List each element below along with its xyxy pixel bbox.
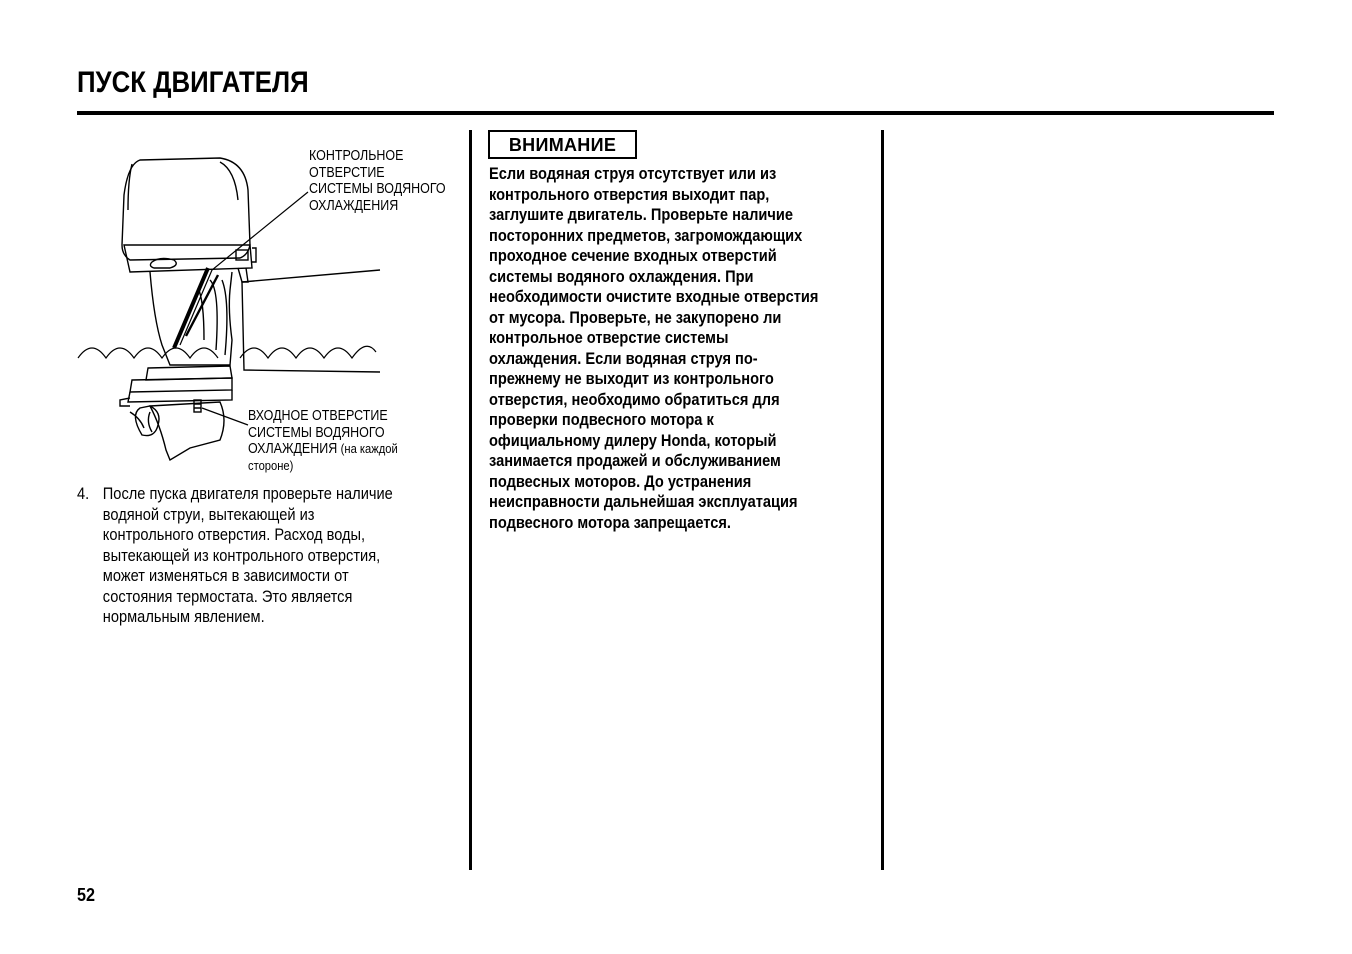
callout-intake-hole (248, 408, 398, 474)
boat-hull (242, 270, 380, 282)
notice-label: ВНИМАНИЕ (488, 130, 637, 159)
step-line: вытекающей из контрольного отверстия, (102, 545, 381, 565)
callout-note: (на каждой (340, 441, 398, 456)
callout-note: стороне) (248, 457, 294, 473)
step-text (103, 484, 456, 628)
notice-line: подвесного мотора запрещается. (489, 512, 731, 532)
step-line: нормальным явлением. (102, 607, 265, 626)
gearcase (150, 402, 224, 460)
notice-line: проверки подвесного мотора к (489, 410, 714, 429)
step-number: 4. (77, 484, 90, 503)
callout-line: КОНТРОЛЬНОЕ (309, 148, 404, 164)
notice-line: проходное сечение входных отверстий (489, 246, 777, 265)
notice-line: прежнему не выходит из контрольного (489, 369, 774, 388)
notice-line: Если водяная струя отсутствует или из (489, 164, 777, 183)
notice-line: неисправности дальнейшая эксплуатация (489, 492, 798, 511)
notice-line: охлаждения. Если водяная струя по- (489, 348, 758, 368)
notice-line: контрольного отверстия выходит пар, (489, 184, 770, 204)
column-divider-left (469, 130, 472, 870)
notice-line: занимается продажей и обслуживанием (489, 451, 781, 470)
callout-line: ВХОДНОЕ ОТВЕРСТИЕ (248, 408, 388, 424)
callout-line: СИСТЕМЫ ВОДЯНОГО (248, 424, 385, 441)
notice-line: контрольное отверстие системы (489, 328, 729, 347)
step-line: может изменяться в зависимости от (102, 566, 349, 585)
step-line: После пуска двигателя проверьте наличие (102, 484, 393, 503)
water-intake (194, 400, 201, 412)
notice-line: подвесных моторов. До устранения (489, 471, 752, 491)
notice-line: официальному дилеру Honda, который (489, 430, 777, 450)
notice-text (489, 164, 818, 533)
notice-line: от мусора. Проверьте, не закупорено ли (489, 307, 782, 327)
title-rule (77, 111, 1274, 115)
step-line: контрольного отверстия. Расход воды, (102, 525, 366, 544)
notice-line: отверстия, необходимо обратиться для (489, 389, 780, 409)
page-title: ПУСК ДВИГАТЕЛЯ (77, 66, 309, 99)
page-number: 52 (77, 885, 96, 905)
callout-line: ОХЛАЖДЕНИЯ (309, 197, 399, 214)
callout-line: СИСТЕМЫ ВОДЯНОГО (309, 181, 446, 197)
notice-line: заглушите двигатель. Проверьте наличие (489, 205, 793, 224)
water-surface (78, 346, 376, 358)
callout-line (248, 441, 398, 458)
pointer-line-bottom (202, 408, 248, 425)
step-line: состояния термостата. Это является (102, 586, 353, 606)
notice-line: системы водяного охлаждения. При (489, 266, 754, 286)
column-divider-right (881, 130, 884, 870)
notice-line: посторонних предметов, загромождающих (489, 225, 803, 245)
step-line: водяной струи, вытекающей из (102, 504, 315, 524)
callout-control-hole (309, 148, 446, 214)
callout-line: ОТВЕРСТИЕ (309, 164, 385, 181)
notice-line: необходимости очистите входные отверстия (489, 287, 819, 306)
propeller (135, 406, 159, 436)
callout-text: ОХЛАЖДЕНИЯ (248, 441, 338, 457)
